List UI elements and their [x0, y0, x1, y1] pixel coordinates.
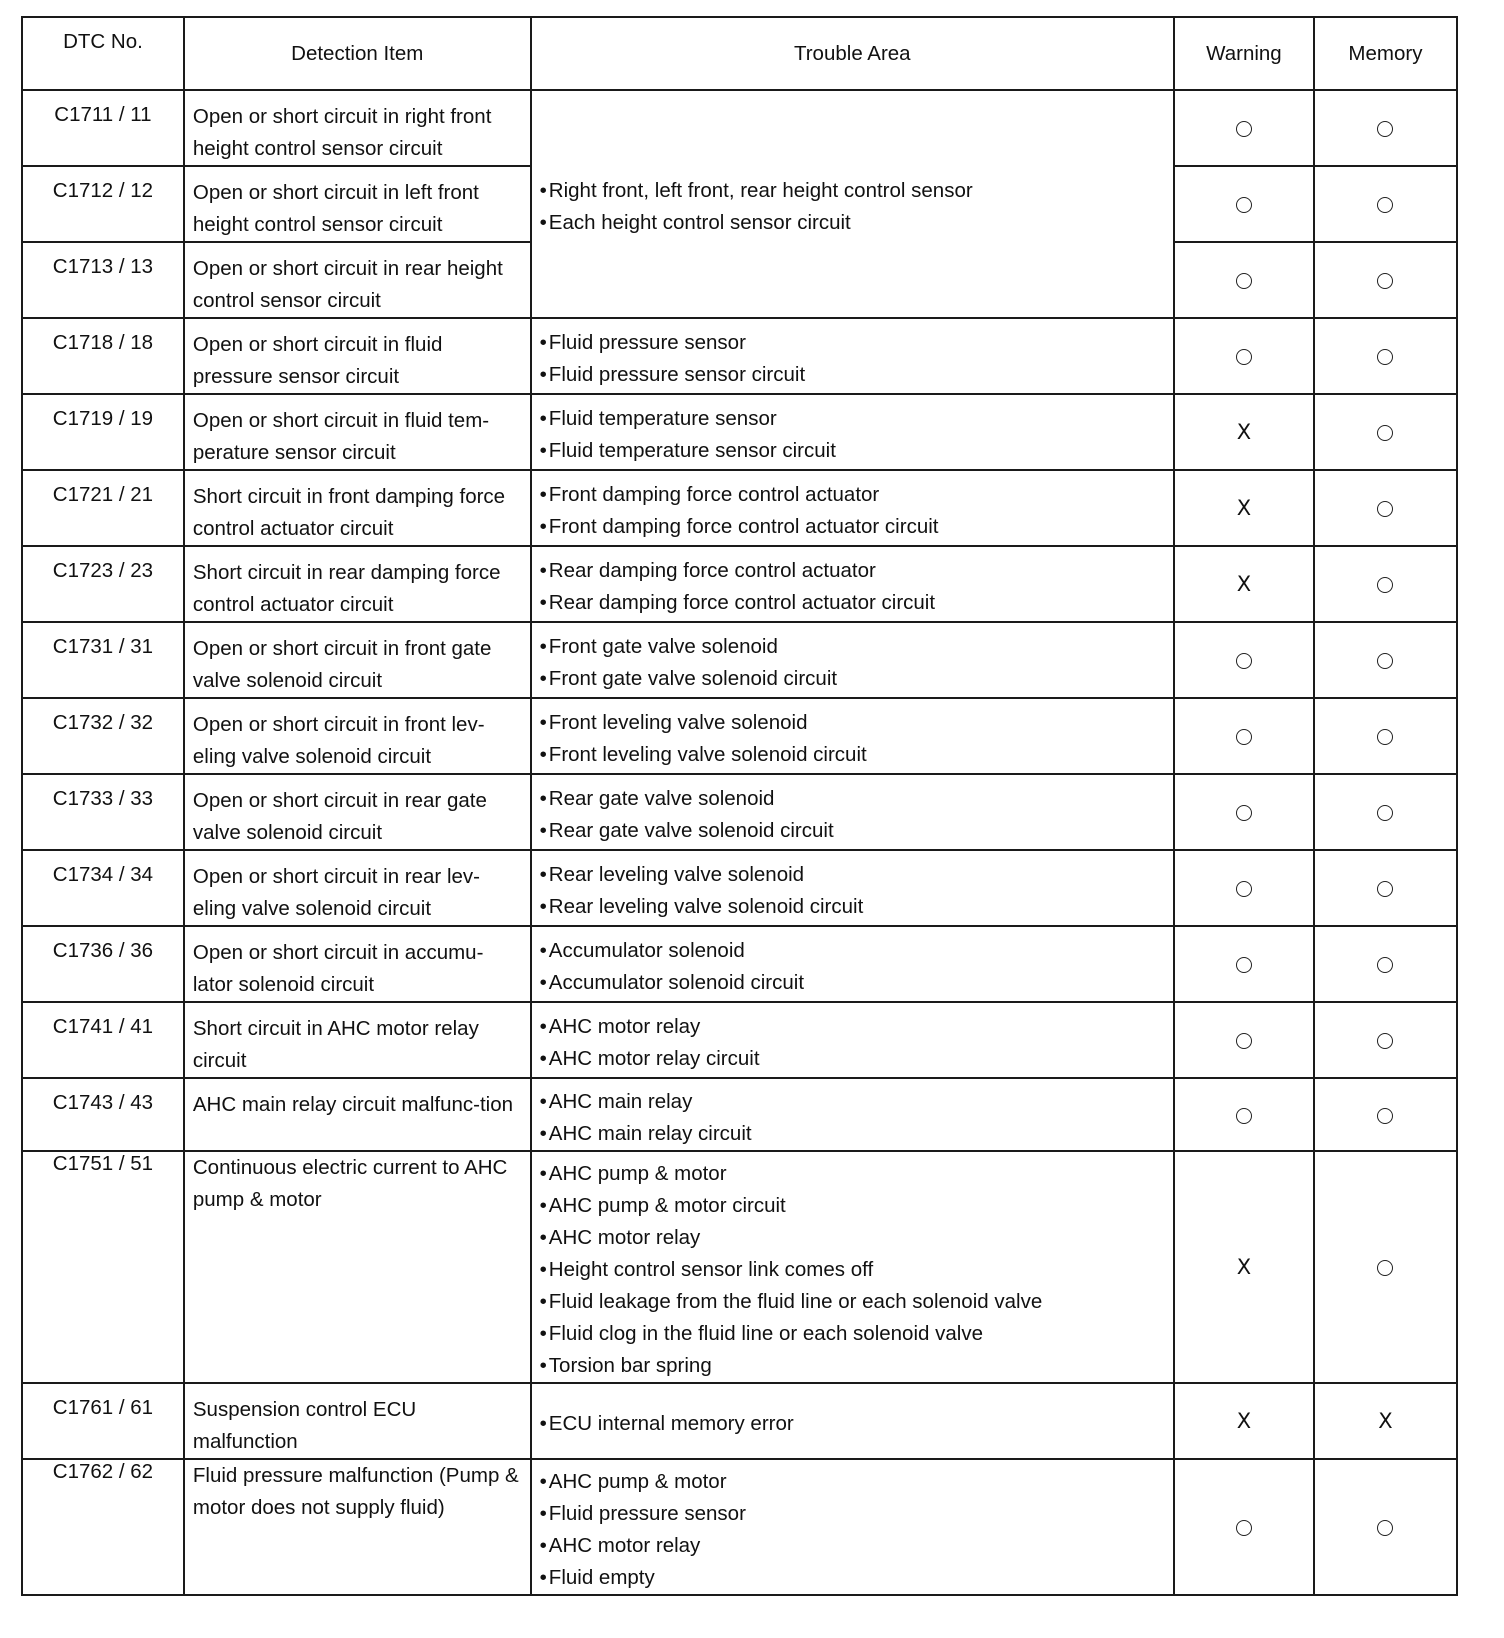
warning-cell — [1174, 394, 1314, 470]
warning-x-mark: X — [1236, 1255, 1252, 1279]
warning-x-mark: X — [1236, 496, 1252, 520]
table-row — [22, 546, 1457, 622]
warning-cell — [1174, 1383, 1314, 1459]
trouble-area-item: • Each height control sensor circuit — [540, 207, 1165, 239]
memory-circle-mark — [1377, 1520, 1393, 1536]
warning-x-mark: X — [1236, 420, 1252, 444]
memory-x-mark: X — [1378, 1409, 1393, 1433]
trouble-area-item: • Rear damping force control actuator — [540, 555, 1165, 587]
dtc-code: C1751 / 51 — [22, 1151, 184, 1383]
trouble-area-item: • AHC main relay — [540, 1086, 1165, 1118]
dtc-code: C1736 / 36 — [22, 926, 184, 1002]
warning-circle-mark — [1236, 1520, 1252, 1536]
memory-circle-mark — [1377, 1033, 1393, 1049]
table-row — [22, 1383, 1457, 1459]
dtc-code: C1711 / 11 — [22, 90, 184, 166]
dtc-code: C1713 / 13 — [22, 242, 184, 318]
trouble-area-item: • Rear gate valve solenoid — [540, 783, 1165, 815]
dtc-table — [21, 16, 1458, 1596]
table-row — [22, 1459, 1457, 1595]
memory-circle-mark — [1377, 805, 1393, 821]
warning-cell — [1174, 698, 1314, 774]
memory-circle-mark — [1377, 653, 1393, 669]
detection-item: Open or short circuit in fluid pressure sensor circuit — [184, 318, 531, 394]
detection-item: Open or short circuit in right front height control sensor circuit — [184, 90, 531, 166]
warning-circle-mark — [1236, 881, 1252, 897]
table-row — [22, 1002, 1457, 1078]
trouble-area — [531, 850, 1174, 926]
memory-cell — [1314, 1459, 1457, 1595]
trouble-area-item: • Height control sensor link comes off — [540, 1254, 1165, 1286]
memory-cell — [1314, 622, 1457, 698]
dtc-code: C1741 / 41 — [22, 1002, 184, 1078]
trouble-area-item: • Rear leveling valve solenoid circuit — [540, 891, 1165, 923]
memory-cell — [1314, 546, 1457, 622]
trouble-area-item: • Front leveling valve solenoid — [540, 707, 1165, 739]
trouble-area — [531, 1383, 1174, 1459]
header-memory: Memory — [1314, 17, 1457, 90]
memory-cell — [1314, 166, 1457, 242]
warning-cell — [1174, 926, 1314, 1002]
warning-x-mark: X — [1236, 572, 1252, 596]
table-row — [22, 318, 1457, 394]
warning-circle-mark — [1236, 1108, 1252, 1124]
trouble-area-item: • Fluid leakage from the fluid line or each solenoid valve — [540, 1286, 1165, 1318]
dtc-code: C1762 / 62 — [22, 1459, 184, 1595]
table-row — [22, 774, 1457, 850]
detection-item: Short circuit in rear damping force control actuator circuit — [184, 546, 531, 622]
trouble-area — [531, 698, 1174, 774]
table-row — [22, 470, 1457, 546]
detection-item: Open or short circuit in fluid tem-perature sensor circuit — [184, 394, 531, 470]
trouble-area-item: • AHC pump & motor — [540, 1158, 1165, 1190]
memory-circle-mark — [1377, 197, 1393, 213]
table-row — [22, 394, 1457, 470]
memory-cell — [1314, 394, 1457, 470]
memory-circle-mark — [1377, 501, 1393, 517]
warning-circle-mark — [1236, 805, 1252, 821]
memory-cell — [1314, 1383, 1457, 1459]
header-dtc-no: DTC No. — [22, 17, 184, 90]
detection-item: Open or short circuit in front gate valve solenoid circuit — [184, 622, 531, 698]
header-warning: Warning — [1174, 17, 1314, 90]
trouble-area-item: • AHC motor relay — [540, 1011, 1165, 1043]
detection-item: Open or short circuit in rear lev-eling valve solenoid circuit — [184, 850, 531, 926]
dtc-code: C1718 / 18 — [22, 318, 184, 394]
detection-item: Open or short circuit in left front height control sensor circuit — [184, 166, 531, 242]
warning-cell — [1174, 242, 1314, 318]
trouble-area-item: • Front gate valve solenoid — [540, 631, 1165, 663]
table-row — [22, 1151, 1457, 1383]
trouble-area — [531, 90, 1174, 318]
memory-circle-mark — [1377, 121, 1393, 137]
warning-circle-mark — [1236, 273, 1252, 289]
trouble-area-item: • Front gate valve solenoid circuit — [540, 663, 1165, 695]
detection-item: Open or short circuit in front lev-eling valve solenoid circuit — [184, 698, 531, 774]
warning-circle-mark — [1236, 957, 1252, 973]
header-trouble-area: Trouble Area — [531, 17, 1174, 90]
trouble-area-item: • Accumulator solenoid — [540, 935, 1165, 967]
warning-circle-mark — [1236, 1033, 1252, 1049]
trouble-area-item: • Accumulator solenoid circuit — [540, 967, 1165, 999]
trouble-area-item: • Fluid clog in the fluid line or each solenoid valve — [540, 1318, 1165, 1350]
table-row — [22, 926, 1457, 1002]
trouble-area — [531, 394, 1174, 470]
warning-circle-mark — [1236, 653, 1252, 669]
memory-cell — [1314, 698, 1457, 774]
dtc-code: C1712 / 12 — [22, 166, 184, 242]
header-row — [22, 17, 1457, 90]
trouble-area-item: • Front damping force control actuator — [540, 479, 1165, 511]
memory-cell — [1314, 470, 1457, 546]
trouble-area-item: • ECU internal memory error — [540, 1408, 1165, 1440]
trouble-area — [531, 622, 1174, 698]
dtc-code: C1761 / 61 — [22, 1383, 184, 1459]
memory-circle-mark — [1377, 1108, 1393, 1124]
warning-cell — [1174, 1002, 1314, 1078]
warning-cell — [1174, 546, 1314, 622]
warning-circle-mark — [1236, 121, 1252, 137]
trouble-area-item: • Rear gate valve solenoid circuit — [540, 815, 1165, 847]
detection-item: Suspension control ECU malfunction — [184, 1383, 531, 1459]
table-row — [22, 90, 1457, 166]
trouble-area-item: • Fluid temperature sensor circuit — [540, 435, 1165, 467]
trouble-area-item: • AHC main relay circuit — [540, 1118, 1165, 1150]
memory-circle-mark — [1377, 273, 1393, 289]
warning-cell — [1174, 470, 1314, 546]
detection-item: Short circuit in front damping force control actuator circuit — [184, 470, 531, 546]
memory-circle-mark — [1377, 425, 1393, 441]
trouble-area — [531, 926, 1174, 1002]
table-row — [22, 698, 1457, 774]
memory-cell — [1314, 926, 1457, 1002]
trouble-area-item: • Fluid empty — [540, 1562, 1165, 1594]
table-row — [22, 850, 1457, 926]
dtc-code: C1723 / 23 — [22, 546, 184, 622]
trouble-area — [531, 546, 1174, 622]
table-row — [22, 1078, 1457, 1151]
detection-item: Short circuit in AHC motor relay circuit — [184, 1002, 531, 1078]
table-body — [22, 90, 1457, 1595]
trouble-area — [531, 774, 1174, 850]
trouble-area — [531, 1078, 1174, 1151]
warning-circle-mark — [1236, 197, 1252, 213]
memory-cell — [1314, 850, 1457, 926]
memory-cell — [1314, 1078, 1457, 1151]
table-header — [22, 17, 1457, 90]
trouble-area — [531, 1151, 1174, 1383]
memory-cell — [1314, 90, 1457, 166]
trouble-area-item: • Right front, left front, rear height control sensor — [540, 175, 1165, 207]
memory-cell — [1314, 242, 1457, 318]
warning-circle-mark — [1236, 729, 1252, 745]
memory-circle-mark — [1377, 957, 1393, 973]
trouble-area-item: • Rear leveling valve solenoid — [540, 859, 1165, 891]
memory-cell — [1314, 1151, 1457, 1383]
detection-item: Open or short circuit in accumu-lator solenoid circuit — [184, 926, 531, 1002]
warning-cell — [1174, 1151, 1314, 1383]
trouble-area — [531, 1002, 1174, 1078]
dtc-code: C1743 / 43 — [22, 1078, 184, 1151]
memory-circle-mark — [1377, 577, 1393, 593]
trouble-area-item: • AHC motor relay — [540, 1222, 1165, 1254]
memory-cell — [1314, 1002, 1457, 1078]
trouble-area-item: • Fluid pressure sensor — [540, 1498, 1165, 1530]
trouble-area-item: • Torsion bar spring — [540, 1350, 1165, 1382]
trouble-area-item: • Fluid pressure sensor circuit — [540, 359, 1165, 391]
memory-cell — [1314, 774, 1457, 850]
trouble-area-item: • AHC pump & motor — [540, 1466, 1165, 1498]
trouble-area — [531, 318, 1174, 394]
warning-cell — [1174, 90, 1314, 166]
trouble-area-item: • AHC motor relay — [540, 1530, 1165, 1562]
warning-cell — [1174, 850, 1314, 926]
warning-cell — [1174, 1078, 1314, 1151]
memory-circle-mark — [1377, 729, 1393, 745]
trouble-area — [531, 470, 1174, 546]
detection-item: Open or short circuit in rear height control sensor circuit — [184, 242, 531, 318]
detection-item: Open or short circuit in rear gate valve solenoid circuit — [184, 774, 531, 850]
dtc-code: C1719 / 19 — [22, 394, 184, 470]
warning-cell — [1174, 774, 1314, 850]
warning-cell — [1174, 1459, 1314, 1595]
memory-cell — [1314, 318, 1457, 394]
trouble-area — [531, 1459, 1174, 1595]
trouble-area-item: • Front damping force control actuator circuit — [540, 511, 1165, 543]
dtc-code: C1732 / 32 — [22, 698, 184, 774]
header-detection-item: Detection Item — [184, 17, 531, 90]
table-row — [22, 622, 1457, 698]
memory-circle-mark — [1377, 1260, 1393, 1276]
trouble-area-item: • AHC motor relay circuit — [540, 1043, 1165, 1075]
detection-item: AHC main relay circuit malfunc-tion — [184, 1078, 531, 1151]
trouble-area-item: • AHC pump & motor circuit — [540, 1190, 1165, 1222]
trouble-area-item: • Rear damping force control actuator circuit — [540, 587, 1165, 619]
trouble-area-item: • Front leveling valve solenoid circuit — [540, 739, 1165, 771]
warning-x-mark: X — [1236, 1409, 1252, 1433]
detection-item: Fluid pressure malfunction (Pump & motor does not supply fluid) — [184, 1459, 531, 1595]
memory-circle-mark — [1377, 881, 1393, 897]
trouble-area-item: • Fluid temperature sensor — [540, 403, 1165, 435]
memory-circle-mark — [1377, 349, 1393, 365]
dtc-code: C1721 / 21 — [22, 470, 184, 546]
warning-cell — [1174, 318, 1314, 394]
trouble-area-item: • Fluid pressure sensor — [540, 327, 1165, 359]
warning-cell — [1174, 622, 1314, 698]
dtc-code: C1733 / 33 — [22, 774, 184, 850]
dtc-code: C1731 / 31 — [22, 622, 184, 698]
warning-cell — [1174, 166, 1314, 242]
dtc-code: C1734 / 34 — [22, 850, 184, 926]
warning-circle-mark — [1236, 349, 1252, 365]
detection-item: Continuous electric current to AHC pump & motor — [184, 1151, 531, 1383]
